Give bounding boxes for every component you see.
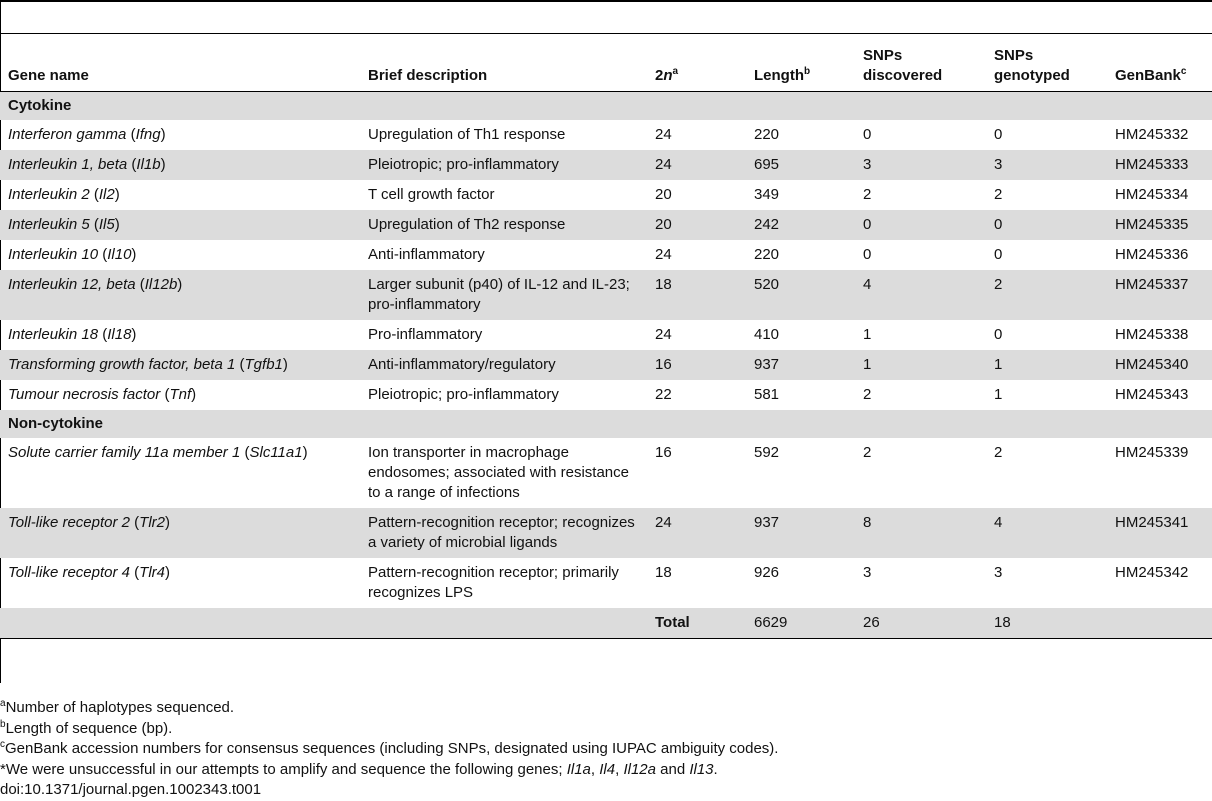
top-rule <box>0 0 1212 2</box>
length-cell: 220 <box>754 125 780 143</box>
length-cell: 581 <box>754 385 780 403</box>
footnote-star: *We were unsuccessful in our attempts to amplify and sequence the following genes; Il1a, Il4, Il12a and Il13. <box>0 760 718 778</box>
snps-discovered-cell: 3 <box>855 150 986 180</box>
total-label: Total <box>647 608 746 639</box>
description-cell: Upregulation of Th1 response <box>368 125 566 143</box>
description-cell: T cell growth factor <box>368 185 495 203</box>
genbank-cell: HM245333 <box>1107 150 1212 180</box>
description-cell: Pattern-recognition receptor; primarily recognizes LPS <box>368 563 619 601</box>
table-row <box>0 558 1212 608</box>
description-cell: Pattern-recognition receptor; recognizes a variety of microbial ligands <box>360 508 647 558</box>
length-cell: 695 <box>746 150 855 180</box>
snps-discovered-cell: 4 <box>855 270 986 320</box>
table-row <box>0 240 1212 270</box>
two-n-cell: 24 <box>655 125 672 143</box>
footnote-b: $^b$Length of sequence (bp). <box>0 718 173 737</box>
snps-genotyped-cell: 0 <box>986 210 1107 240</box>
table-row <box>0 508 1212 558</box>
two-n-cell: 20 <box>655 185 672 203</box>
genbank-cell: HM245341 <box>1107 508 1212 558</box>
total-empty-cell <box>360 608 647 639</box>
header-brief-description: Brief description <box>360 34 647 91</box>
genbank-cell: HM245338 <box>1115 325 1189 343</box>
snps-genotyped-cell: 0 <box>994 245 1003 263</box>
length-cell: 592 <box>754 443 780 461</box>
two-n-cell: 16 <box>655 443 672 461</box>
snps-genotyped-cell: 0 <box>994 325 1003 343</box>
snps-discovered-cell: 0 <box>855 210 986 240</box>
snps-genotyped-cell: 1 <box>986 350 1107 380</box>
total-empty-cell <box>1107 608 1212 639</box>
snps-discovered-cell: 0 <box>863 245 872 263</box>
genbank-cell: HM245335 <box>1107 210 1212 240</box>
table-row <box>0 210 1212 240</box>
snps-genotyped-cell: 0 <box>994 125 1003 143</box>
genbank-cell: HM245336 <box>1115 245 1189 263</box>
total-row <box>0 608 1212 639</box>
length-cell: 220 <box>754 245 780 263</box>
table-row <box>0 150 1212 180</box>
two-n-cell: 22 <box>655 385 672 403</box>
header-snps-discovered: SNPs discovered <box>855 34 986 91</box>
snps-discovered-cell: 2 <box>863 385 872 403</box>
section-row-cytokine <box>0 91 1212 120</box>
snps-genotyped-cell: 4 <box>986 508 1107 558</box>
snps-genotyped-cell: 3 <box>994 563 1003 581</box>
length-cell: 410 <box>754 325 780 343</box>
two-n-cell: 18 <box>655 563 672 581</box>
description-cell: Anti-inflammatory/regulatory <box>360 350 647 380</box>
snps-discovered-cell: 3 <box>863 563 872 581</box>
gene-cell: Toll-like receptor 2 (Tlr2) <box>0 508 360 558</box>
gene-cell: Interferon gamma (Ifng) <box>8 125 166 143</box>
two-n-cell: 20 <box>647 210 746 240</box>
length-cell: 349 <box>754 185 780 203</box>
footnote-a: $^a$Number of haplotypes sequenced. <box>0 698 235 716</box>
description-cell: Pleiotropic; pro-inflammatory <box>368 385 559 403</box>
genbank-cell: HM245337 <box>1107 270 1212 320</box>
description-cell: Larger subunit (p40) of IL-12 and IL-23; pro-inflammatory <box>360 270 647 320</box>
header-gene-name: Gene name <box>0 34 360 91</box>
header-row <box>0 34 1212 91</box>
gene-cell: Interleukin 12, beta (Il12b) <box>0 270 360 320</box>
snps-genotyped-cell: 2 <box>994 443 1003 461</box>
genbank-cell: HM245343 <box>1115 385 1189 403</box>
gene-cell: Interleukin 2 (Il2) <box>8 185 120 203</box>
snps-discovered-cell: 2 <box>863 185 872 203</box>
genbank-cell: HM245339 <box>1115 443 1189 461</box>
snps-discovered-cell: 1 <box>855 350 986 380</box>
table-row <box>0 380 1212 410</box>
section-title: Cytokine <box>0 91 1212 120</box>
header-snps-genotyped: SNPs genotyped <box>986 34 1107 91</box>
two-n-cell: 24 <box>655 245 672 263</box>
gene-cell: Transforming growth factor, beta 1 (Tgfb1) <box>0 350 360 380</box>
gene-table <box>0 34 1212 639</box>
two-n-cell: 24 <box>647 150 746 180</box>
header-length: Length$^b$ <box>746 34 855 91</box>
gene-cell: Interleukin 5 (Il5) <box>0 210 360 240</box>
total-length: 6629 <box>746 608 855 639</box>
total-snps-genotyped: 18 <box>986 608 1107 639</box>
gene-cell: Interleukin 10 (Il10) <box>8 245 137 263</box>
snps-genotyped-cell: 2 <box>994 185 1003 203</box>
genbank-cell: HM245334 <box>1115 185 1189 203</box>
doi-text: doi:10.1371/journal.pgen.1002343.t001 <box>0 781 262 798</box>
snps-discovered-cell: 2 <box>863 443 872 461</box>
snps-genotyped-cell: 2 <box>986 270 1107 320</box>
table-row <box>0 120 1212 150</box>
total-snps-discovered: 26 <box>855 608 986 639</box>
gene-cell: Interleukin 1, beta (Il1b) <box>0 150 360 180</box>
description-cell: Pleiotropic; pro-inflammatory <box>360 150 647 180</box>
footnotes <box>0 698 1212 801</box>
header-2n: $2n^a$ <box>647 34 746 91</box>
genbank-cell: HM245340 <box>1107 350 1212 380</box>
gene-cell: Tumour necrosis factor (Tnf) <box>8 385 197 403</box>
snps-genotyped-cell: 3 <box>986 150 1107 180</box>
two-n-cell: 16 <box>647 350 746 380</box>
gene-cell: Solute carrier family 11a member 1 (Slc11a1) <box>8 443 308 461</box>
gene-cell: Interleukin 18 (Il18) <box>8 325 137 343</box>
length-cell: 926 <box>754 563 780 581</box>
length-cell: 520 <box>746 270 855 320</box>
snps-discovered-cell: 8 <box>855 508 986 558</box>
total-empty-cell <box>0 608 360 639</box>
table-row <box>0 320 1212 350</box>
description-cell: Ion transporter in macrophage endosomes; associated with resistance to a range of infections <box>368 443 629 501</box>
two-n-cell: 24 <box>647 508 746 558</box>
section-row-non-cytokine <box>0 410 1212 438</box>
table-row <box>0 180 1212 210</box>
length-cell: 242 <box>746 210 855 240</box>
length-cell: 937 <box>746 350 855 380</box>
genbank-cell: HM245332 <box>1115 125 1189 143</box>
length-cell: 937 <box>746 508 855 558</box>
description-cell: Anti-inflammatory <box>368 245 485 263</box>
section-title: Non-cytokine <box>0 410 1212 438</box>
gene-cell: Toll-like receptor 4 (Tlr4) <box>8 563 171 581</box>
description-cell: Pro-inflammatory <box>368 325 483 343</box>
genbank-cell: HM245342 <box>1115 563 1189 581</box>
two-n-cell: 18 <box>647 270 746 320</box>
table-row <box>0 350 1212 380</box>
table-body <box>0 91 1212 638</box>
footnote-c: $^c$GenBank accession numbers for consensus sequences (including SNPs, designated using IUPAC ambiguity codes). <box>0 739 779 757</box>
snps-genotyped-cell: 1 <box>994 385 1003 403</box>
snps-discovered-cell: 1 <box>863 325 872 343</box>
table-row <box>0 270 1212 320</box>
two-n-cell: 24 <box>655 325 672 343</box>
description-cell: Upregulation of Th2 response <box>360 210 647 240</box>
snps-discovered-cell: 0 <box>863 125 872 143</box>
header-genbank: GenBank$^c$ <box>1107 34 1212 91</box>
table-row <box>0 438 1212 508</box>
